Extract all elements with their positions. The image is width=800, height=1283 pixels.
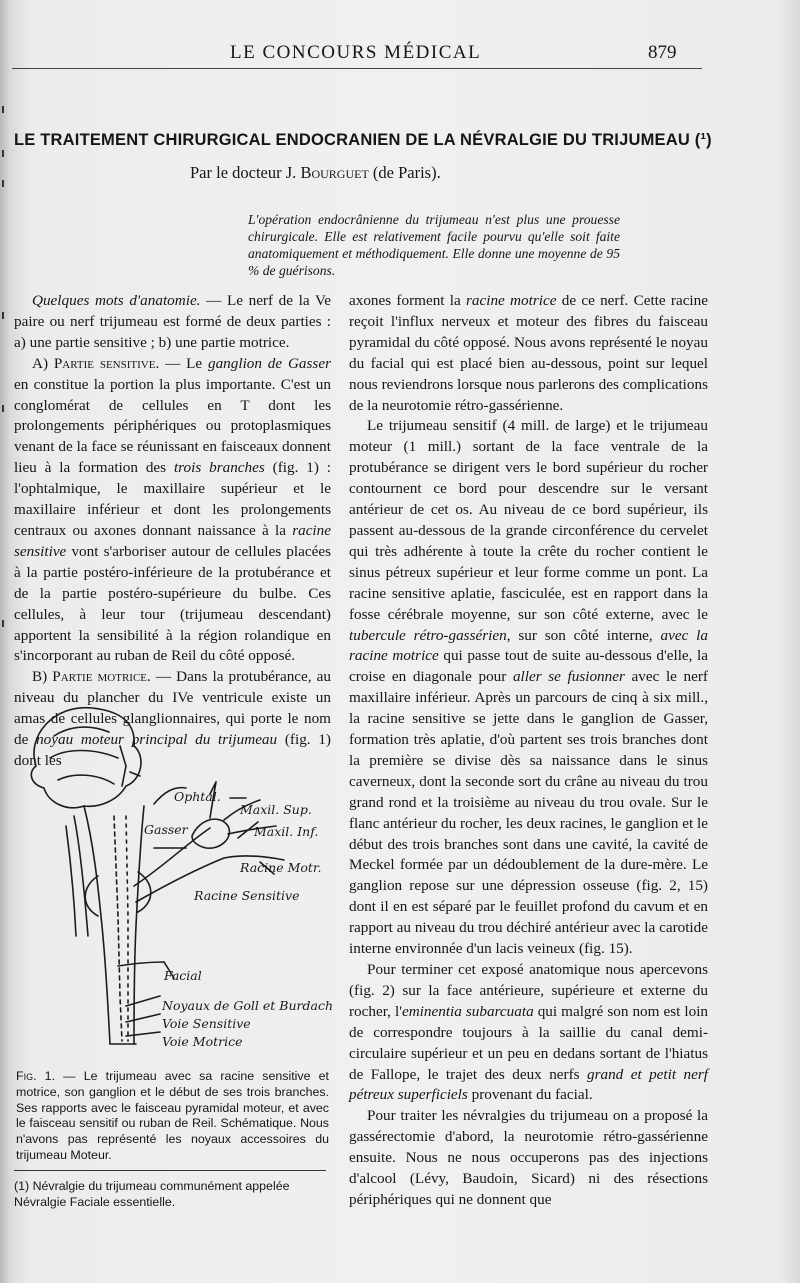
emphasis: aller se fusionner <box>512 668 625 686</box>
epigraph: L'opération endocrânienne du trijumeau n'est plus une prouesse chirurgicale. Elle est relativement facile pourvu qu'elle soit faite anatomiquement et méthodiquement. Elle donne une moyenne de 95 % de guérisons. <box>248 212 620 278</box>
label-racine-sensitive: Racine Sensitive <box>194 888 300 903</box>
paragraph-text: (fig. 1) dont les <box>14 731 331 769</box>
byline <box>190 163 441 183</box>
paragraph-text: avec le nerf maxillaire inférieur. Après un parcours de cinq à six mill., la racine sensitive se jette dans le ganglion de Gasser, formation très aplatie, d'où partent ses trois branches dont la première se divise dès sa naissance dans le sinus caverneux, dont la seconde sort du crâne au niveau du trou grand rond et la troisième au niveau du trou ovale. Sur le flanc antérieur du rocher, les deux racines, le ganglion et le début des trois branches sont dans une cavité, la cavité de Meckel formée par un dédoublement de la dure-mère. Le ganglion repose sur une dépression osseuse (fig. 2, 15) dont il en est séparé par le feuillet profond du cavum et en rapport au niveau du trou déchiré antérieur avec la carotide interne environnée d'un lacis veineux (fig. 15). <box>349 668 708 958</box>
paragraph-text: Pour terminer cet exposé anatomique nous apercevons (fig. 2) sur la face antérieure, supérieure et externe du rocher, l' <box>349 961 708 1020</box>
byline-suffix: (de Paris). <box>372 163 441 182</box>
figure-caption <box>16 1069 329 1164</box>
paragraph-anatomy-intro <box>14 291 331 354</box>
paragraph-text: , sur son côté interne, <box>506 626 661 644</box>
paragraph-partie-sensitive <box>14 354 331 668</box>
paragraph-text: — Le <box>159 354 208 372</box>
byline-author: Bourguet <box>300 163 369 182</box>
section-lead: Quelques mots d'anatomie. <box>32 292 201 309</box>
label-racine-motr: Racine Motr. <box>240 860 322 875</box>
emphasis: racine sensitive <box>14 521 331 560</box>
margin-mark <box>2 150 4 157</box>
caption-text: — Le trijumeau avec sa racine sensitive et motrice, son ganglion et le début de ses trois branches. Ses rapports avec le faisceau pyramidal moteur, et avec le faisceau sensitif ou ruban de Reil. Schématique. Nous n'avons pas représenté les noyaux accessoires du trijumeau Moteur. <box>16 1069 329 1162</box>
paragraph-text: provenant du facial. <box>467 1086 593 1104</box>
label-maxil-inf: Maxil. Inf. <box>254 824 319 839</box>
paragraph-text: (fig. 1) : l'ophtalmique, le maxillaire supérieur et le maxillaire inférieur et dont les prolongements centraux ou axones donnant naissance à la <box>14 459 331 539</box>
section-lead: A) Partie sensitive. <box>32 354 160 372</box>
margin-mark <box>2 106 4 113</box>
paragraph-text: de ce nerf. Cette racine reçoit l'influx nerveux et moteur des fibres du faisceau pyramidal du côté opposé. Nous avons représenté le noyau du facial qui est placé bien au-dessous, point sur lequel nous reviendrons lorsque nous parlerons des complications de la neurotomie rétro-gassérienne. <box>349 292 708 414</box>
paragraph-trajet <box>349 416 708 960</box>
margin-mark <box>2 405 4 412</box>
label-voie-motrice: Voie Motrice <box>162 1034 243 1049</box>
emphasis: avec la racine motrice <box>349 626 709 665</box>
figure-trijumeau-diagram <box>14 696 334 1066</box>
margin-mark <box>2 620 4 627</box>
right-column-text <box>349 291 708 1211</box>
article-title: LE TRAITEMENT CHIRURGICAL ENDOCRANIEN DE LA NÉVRALGIE DU TRIJUMEAU (¹) <box>14 131 712 149</box>
paragraph-text: qui malgré son nom est loin de correspondre toujours à la saillie du canal demi-circulaire supérieur et un peu en dedans sortant de l'hiatus de Fallope, le trajet des deux nerfs <box>349 1002 709 1083</box>
paragraph-racine-motrice <box>349 291 708 416</box>
paragraph-text: vont s'arboriser autour de cellules placées à la partie postéro-inférieure de la protubérance et de la partie postéro-supérieure du bulbe. Ces cellules, à leur tour (trijumeau descendant) apportent la sensibilité à la région rolandique en s'incorporant au ruban de Reil du côté opposé. <box>14 542 331 665</box>
label-noyaux: Noyaux de Goll et Burdach <box>162 998 334 1013</box>
paragraph-text: — Dans la protubérance, au niveau du plancher du IVe ventricule existe un amas de cellules glanglionnaires, qui porte le nom de <box>14 668 332 749</box>
emphasis: noyau moteur principal du trijumeau <box>36 731 278 749</box>
paragraph-traitement <box>349 1106 708 1211</box>
margin-mark <box>2 180 4 187</box>
label-gasser: Gasser <box>144 822 188 837</box>
cerebellum-outline <box>31 708 141 808</box>
journal-name: LE CONCOURS MÉDICAL <box>230 42 482 63</box>
emphasis: tubercule rétro-gassérien <box>349 626 507 644</box>
paragraph-text: axones forment la <box>349 292 466 309</box>
gasser-ganglion <box>192 819 229 848</box>
footnote: (1) Névralgie du trijumeau communément appelée Névralgie Faciale essentielle. <box>14 1179 290 1209</box>
label-maxil-sup: Maxil. Sup. <box>240 802 312 817</box>
paragraph-text: qui passe tout de suite au-dessous d'elle, la croise en diagonale pour <box>349 647 708 686</box>
margin-mark <box>2 312 4 319</box>
label-voie-sensitive: Voie Sensitive <box>162 1016 251 1031</box>
paragraph-eminentia <box>349 960 708 1106</box>
paragraph-text: Le trijumeau sensitif (4 mill. de large) et le trijumeau moteur (1 mill.) sortant de la face ventrale de la protubérance se dirigent vers le bord supérieur du rocher contournent ce bord pour descendre sur le versant antérieur de cet os. Au niveau de ce bord supérieur, ils passent au-dessous de la grande circonférence du cervelet qui très adhérente à toute la crête du rocher contient le sinus pétreux supérieur et leur forme comme un pont. La racine sensitive aplatie, fasciculée, est en rapport dans la fosse cérébrale moyenne, sur son côté externe, avec le <box>349 417 708 623</box>
emphasis: racine motrice <box>466 292 557 309</box>
byline-prefix: Par le docteur J. <box>190 163 297 182</box>
page-number: 879 <box>648 42 677 63</box>
label-facial: Facial <box>164 968 202 983</box>
paragraph-text: en constitue la portion la plus importante. C'est un conglomérat de cellules en T dont les prolongements périphériques ou protoplasmiques venant de la face se réunissant en faisceaux donnent lieu à la formation des <box>14 375 331 477</box>
emphasis: trois branches <box>173 459 265 477</box>
label-ophtal: Ophtal. <box>174 789 221 804</box>
footnote-rule <box>14 1170 326 1171</box>
caption-lead: Fig. 1. <box>16 1069 56 1083</box>
pons-outline <box>85 872 151 916</box>
facial-nerve <box>118 962 164 966</box>
running-head <box>0 42 800 66</box>
paragraph-text: Pour traiter les névralgies du trijumeau on a proposé la gassérectomie d'abord, la neurotomie rétro-gassérienne ensuite. Nous ne nous occuperons pas des injections d'alcool (Lévy, Baudoin, Sicard) ni des résections périphériques qui ne donnent que <box>349 1107 708 1208</box>
section-lead: B) Partie motrice. <box>32 668 151 686</box>
emphasis: grand et petit nerf pétreux superficiels <box>349 1065 708 1104</box>
emphasis: eminentia subarcuata <box>401 1002 534 1020</box>
paragraph-text: — Le nerf de la Ve paire ou nerf trijumeau est formé de deux parties : a) une partie sensitive ; b) une partie motrice. <box>14 292 331 351</box>
header-rule <box>12 68 702 69</box>
emphasis: ganglion de Gasser <box>207 354 331 372</box>
